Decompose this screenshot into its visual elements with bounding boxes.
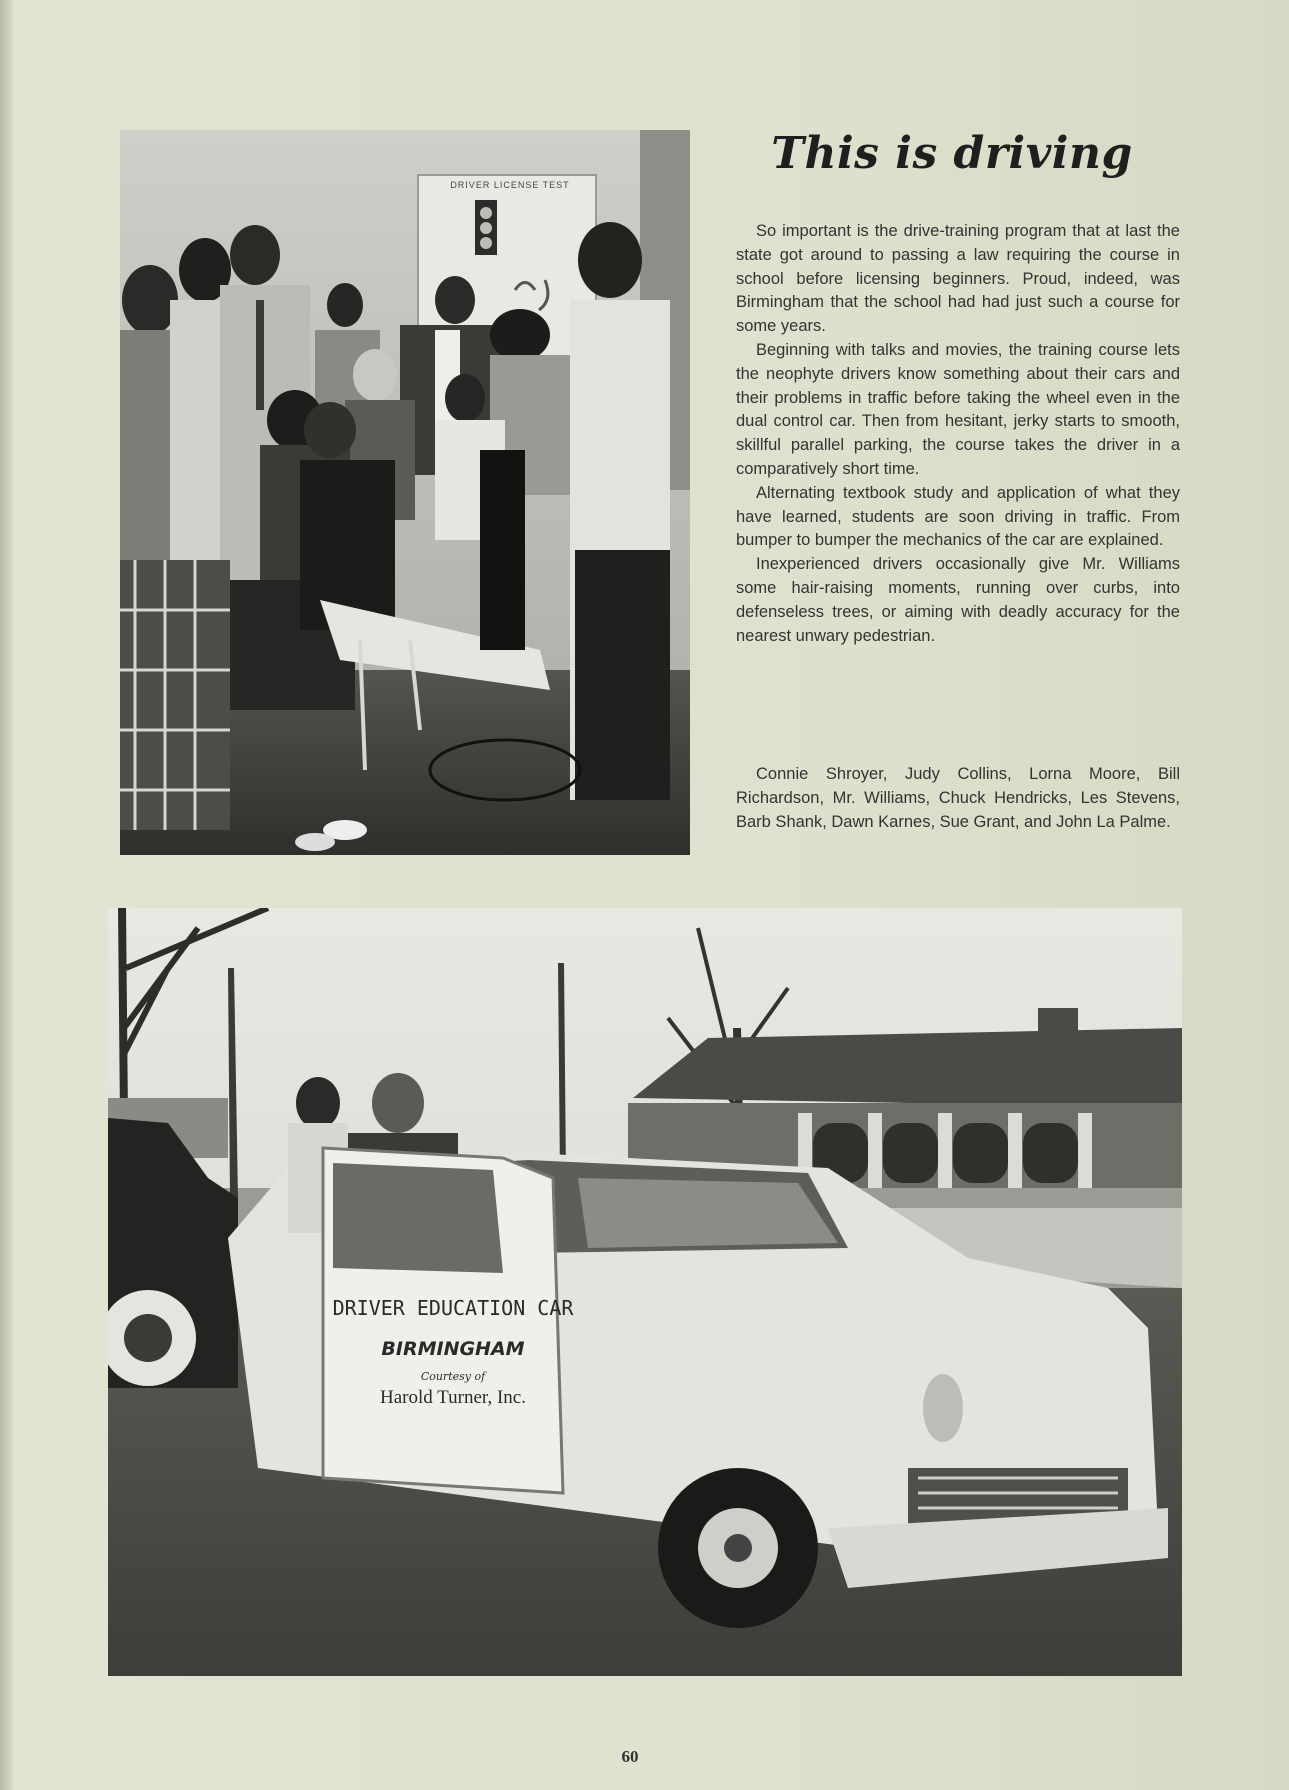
door-line-1: DRIVER EDUCATION CAR xyxy=(332,1296,574,1320)
paragraph-4: Inexperienced drivers occasionally give Mr. Williams some hair-raising moments, running over curbs, into defenseless trees, or aiming with deadly accuracy for the nearest unwary pedestrian. xyxy=(736,555,1180,645)
paragraph-1: So important is the drive-training program that at last the state got around to passing a law requiring the course in school before licensing beginners. Proud, indeed, was Birmingham that the school had had just such a course for some years. xyxy=(736,222,1180,336)
page-title: This is driving xyxy=(771,128,1133,179)
door-line-2: BIRMINGHAM xyxy=(381,1338,525,1360)
door-line-3: Courtesy of xyxy=(420,1370,486,1383)
article-body xyxy=(736,220,1180,648)
paragraph-2: Beginning with talks and movies, the training course lets the neophyte drivers know something about their cars and their problems in traffic before taking the wheel even in the dual control car. Then from hesitant, jerky starts to smooth, skillful parallel parking, the course takes the driver in a comparatively short time. xyxy=(736,340,1180,478)
classroom-photo-drawing xyxy=(120,130,690,855)
driver-education-car-photo xyxy=(108,908,1182,1676)
car-photo-drawing xyxy=(108,908,1182,1676)
poster-label: DRIVER LICENSE TEST xyxy=(450,180,570,190)
classroom-group-photo xyxy=(120,130,690,855)
page-number: 60 xyxy=(621,1747,639,1766)
door-sign xyxy=(328,1296,578,1409)
page-binding-edge xyxy=(0,0,14,1790)
paragraph-3: Alternating textbook study and application of what they have learned, students are soon driving in traffic. From bumper to bumper the mechanics of the car are explained. xyxy=(736,483,1180,550)
photo-caption: Connie Shroyer, Judy Collins, Lorna Moore, Bill Richardson, Mr. Williams, Chuck Hendricks, Les Stevens, Barb Shank, Dawn Karnes, Sue Grant, and John La Palme. xyxy=(736,765,1180,831)
door-line-4: Harold Turner, Inc. xyxy=(380,1387,526,1408)
